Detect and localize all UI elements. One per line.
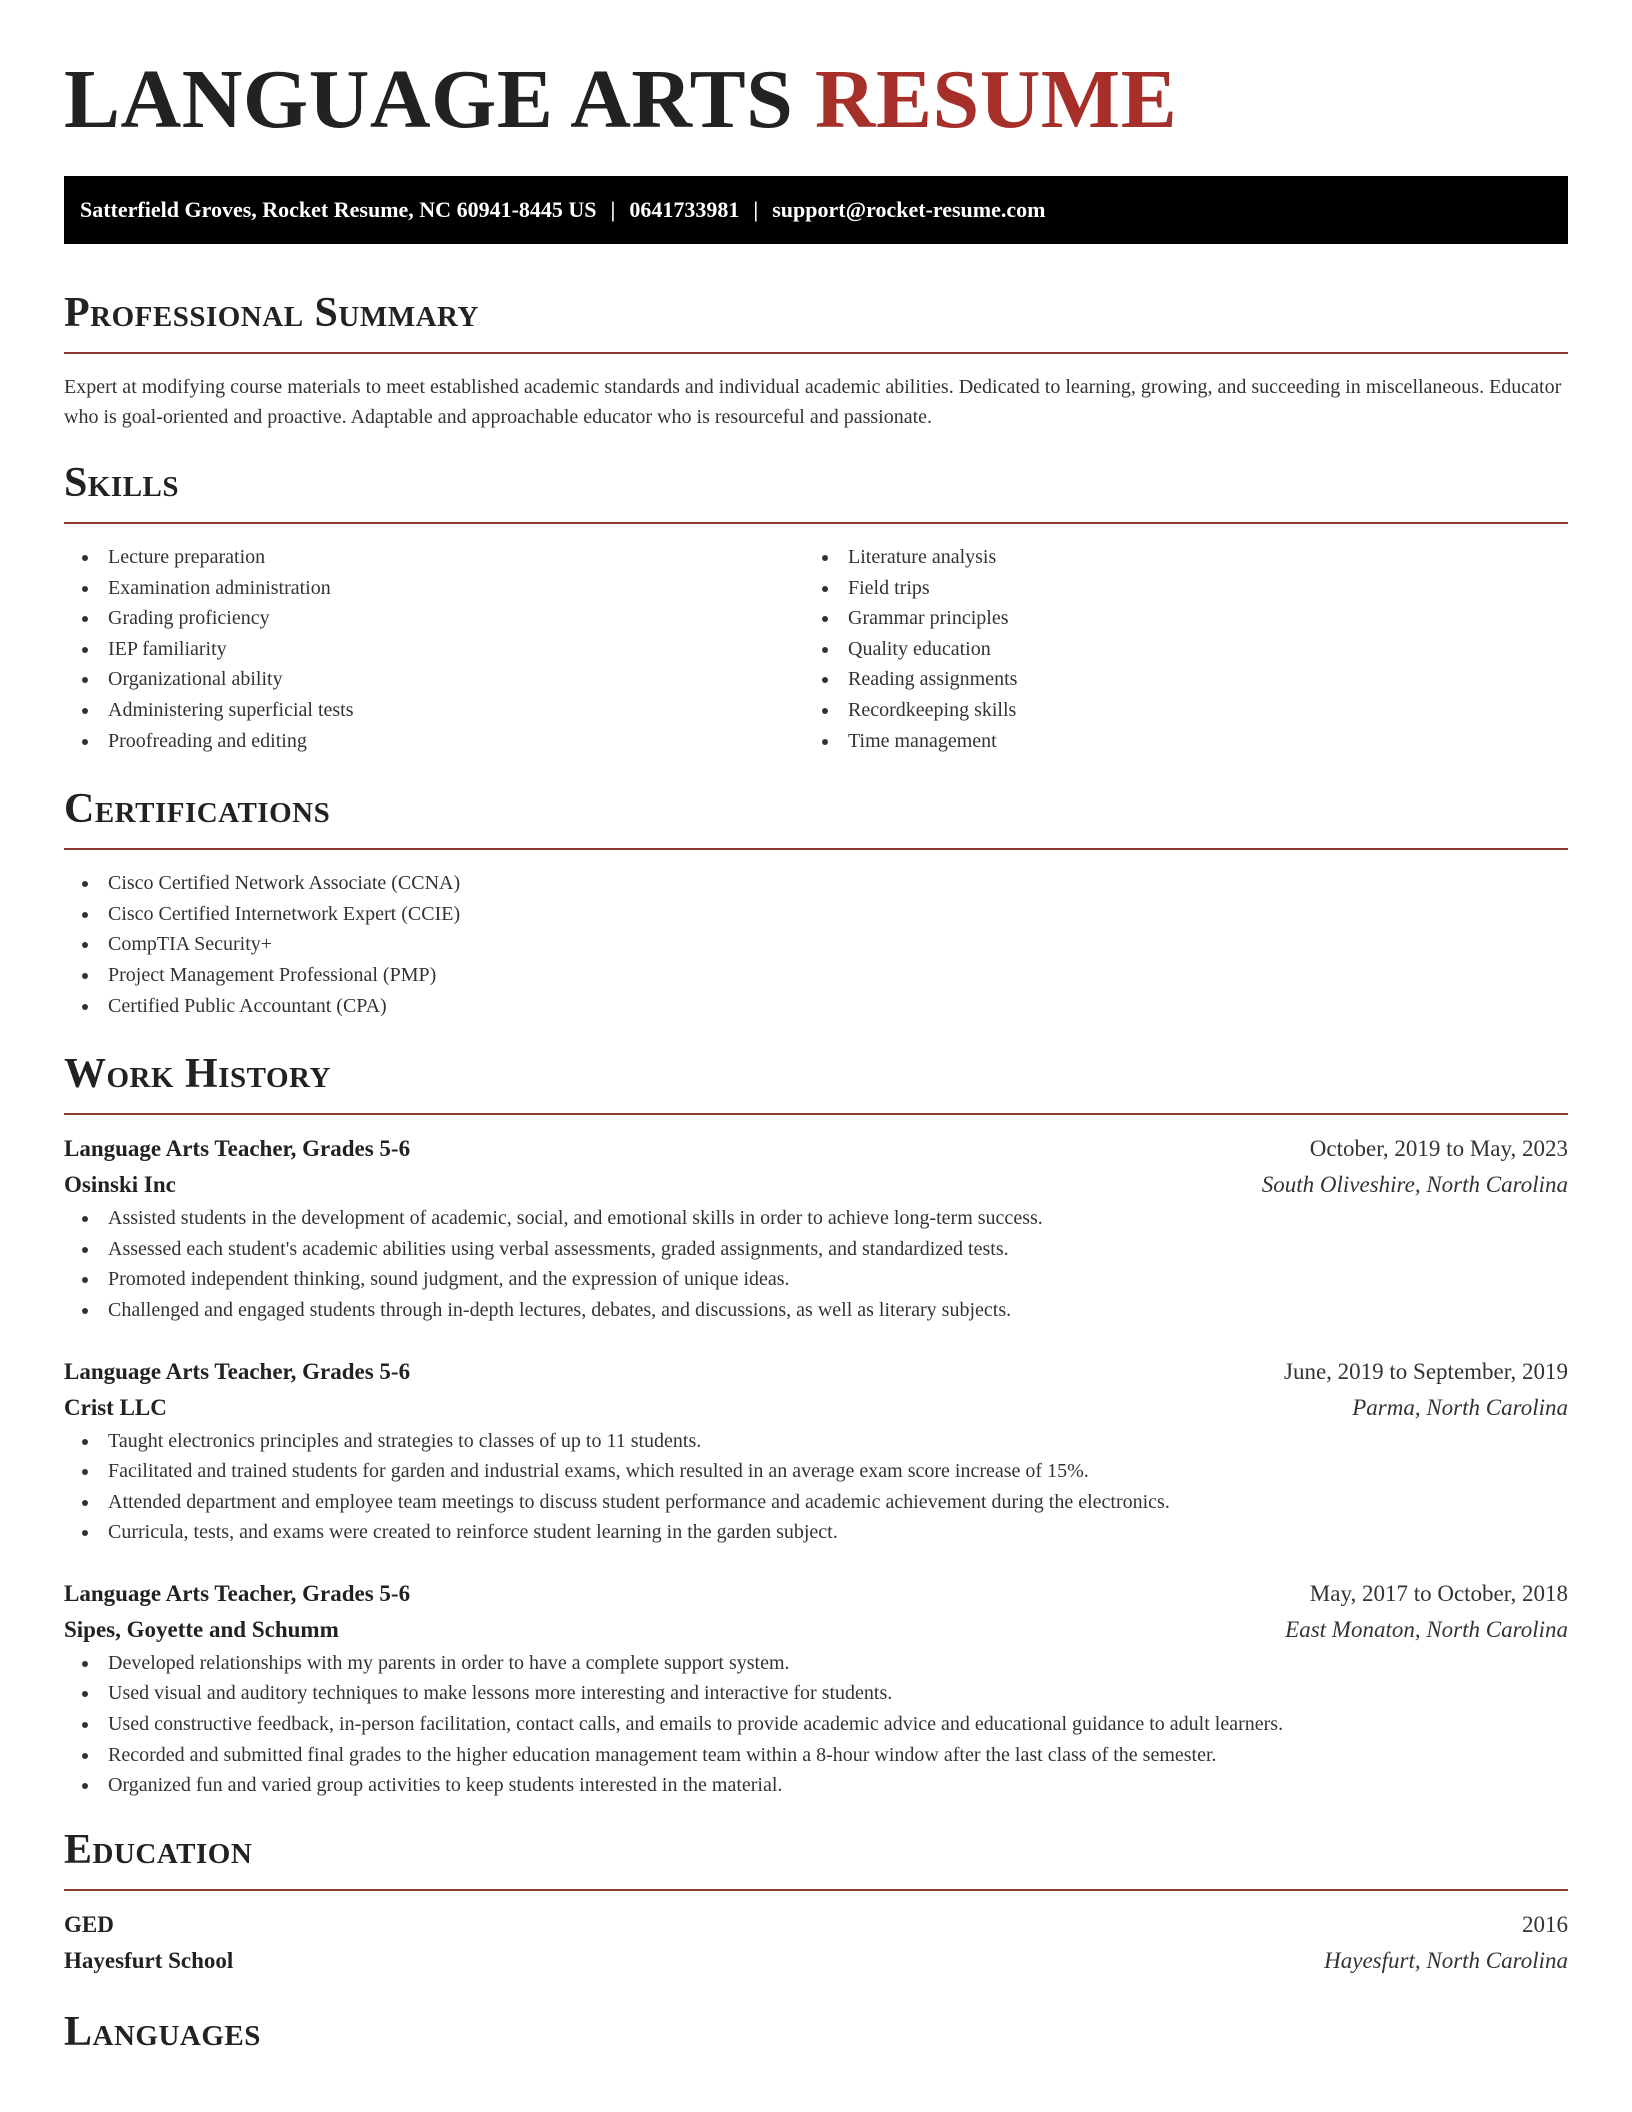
education-school: Hayesfurt School bbox=[64, 1947, 234, 1973]
section-heading-summary: Professional Summary bbox=[64, 290, 479, 336]
title-main: LANGUAGE ARTS bbox=[64, 53, 794, 146]
section-heading-skills: Skills bbox=[64, 460, 180, 506]
job-entry bbox=[64, 1354, 1568, 1548]
skill-item: Proofreading and editing bbox=[64, 726, 804, 757]
job-company: Osinski Inc bbox=[64, 1172, 176, 1198]
job-duty-item: Assessed each student's academic abilities using verbal assessments, graded assignments, and standardized tests. bbox=[64, 1234, 1568, 1265]
title-accent: RESUME bbox=[814, 53, 1178, 146]
job-duty-item: Organized fun and varied group activities to keep students interested in the material. bbox=[64, 1770, 1568, 1801]
education-header bbox=[64, 1907, 1568, 1943]
job-company: Crist LLC bbox=[64, 1394, 167, 1420]
job-duty-item: Assisted students in the development of academic, social, and emotional skills in order to achieve long-term success. bbox=[64, 1203, 1568, 1234]
contact-address: Satterfield Groves, Rocket Resume, NC 60941-8445 US bbox=[80, 197, 597, 222]
job-title: Language Arts Teacher, Grades 5-6 bbox=[64, 1580, 411, 1606]
job-subheader bbox=[64, 1612, 1568, 1648]
job-entry bbox=[64, 1131, 1568, 1325]
skills-list-right bbox=[804, 542, 1544, 756]
section-work-history bbox=[64, 1049, 1568, 1801]
contact-phone: 0641733981 bbox=[629, 197, 740, 222]
job-title: Language Arts Teacher, Grades 5-6 bbox=[64, 1136, 411, 1162]
skills-list-left bbox=[64, 542, 804, 756]
skill-item: Field trips bbox=[804, 573, 1544, 604]
job-duty-item: Taught electronics principles and strategies to classes of up to 11 students. bbox=[64, 1426, 1568, 1457]
job-duty-item: Developed relationships with my parents in order to have a complete support system. bbox=[64, 1648, 1568, 1679]
education-location: Hayesfurt, North Carolina bbox=[1324, 1947, 1568, 1973]
job-company: Sipes, Goyette and Schumm bbox=[64, 1616, 339, 1642]
section-heading-work-history: Work History bbox=[64, 1051, 331, 1098]
contact-email[interactable]: support@rocket-resume.com bbox=[772, 197, 1046, 222]
job-subheader bbox=[64, 1390, 1568, 1426]
job-location: East Monaton, North Carolina bbox=[1285, 1616, 1568, 1642]
certification-item: Cisco Certified Internetwork Expert (CCIE) bbox=[64, 899, 1568, 930]
job-dates: October, 2019 to May, 2023 bbox=[1309, 1136, 1568, 1162]
section-divider bbox=[64, 522, 1568, 524]
job-duty-item: Recorded and submitted final grades to the higher education management team within a 8-hour window after the last class of the semester. bbox=[64, 1740, 1568, 1771]
job-duties-list bbox=[64, 1203, 1568, 1325]
job-subheader bbox=[64, 1167, 1568, 1203]
skill-item: Literature analysis bbox=[804, 542, 1544, 573]
section-summary bbox=[64, 288, 1568, 432]
section-divider bbox=[64, 848, 1568, 850]
education-degree: GED bbox=[64, 1911, 114, 1937]
education-subheader bbox=[64, 1943, 1568, 1979]
certification-item: Certified Public Accountant (CPA) bbox=[64, 991, 1568, 1022]
certification-item: Project Management Professional (PMP) bbox=[64, 960, 1568, 991]
job-duties-list bbox=[64, 1648, 1568, 1801]
certification-item: Cisco Certified Network Associate (CCNA) bbox=[64, 868, 1568, 899]
education-entry bbox=[64, 1907, 1568, 1979]
job-entry bbox=[64, 1576, 1568, 1801]
skill-item: Quality education bbox=[804, 634, 1544, 665]
job-duty-item: Attended department and employee team meetings to discuss student performance and academic achievement during the electronics. bbox=[64, 1487, 1568, 1518]
job-duty-item: Facilitated and trained students for garden and industrial exams, which resulted in an average exam score increase of 15%. bbox=[64, 1456, 1568, 1487]
job-dates: June, 2019 to September, 2019 bbox=[1284, 1358, 1568, 1384]
job-duty-item: Promoted independent thinking, sound judgment, and the expression of unique ideas. bbox=[64, 1264, 1568, 1295]
skill-item: Lecture preparation bbox=[64, 542, 804, 573]
job-dates: May, 2017 to October, 2018 bbox=[1309, 1580, 1568, 1606]
job-title: Language Arts Teacher, Grades 5-6 bbox=[64, 1358, 411, 1384]
section-languages bbox=[64, 2007, 1568, 2057]
section-divider bbox=[64, 1889, 1568, 1891]
skill-item: IEP familiarity bbox=[64, 634, 804, 665]
job-duty-item: Used visual and auditory techniques to make lessons more interesting and interactive for students. bbox=[64, 1678, 1568, 1709]
job-header bbox=[64, 1131, 1568, 1167]
job-location: Parma, North Carolina bbox=[1352, 1394, 1568, 1420]
section-heading-certifications: Certifications bbox=[64, 786, 331, 833]
job-header bbox=[64, 1576, 1568, 1612]
skill-item: Examination administration bbox=[64, 573, 804, 604]
job-header bbox=[64, 1354, 1568, 1390]
section-skills bbox=[64, 458, 1568, 756]
section-heading-languages: Languages bbox=[64, 2008, 261, 2055]
certifications-list bbox=[64, 868, 1568, 1021]
summary-text: Expert at modifying course materials to meet established academic standards and individual academic abilities. Dedicated to learning, growing, and succeeding in miscellaneous. Educator who is goal-oriented and proactive. Adaptable and approachable educator who is resourceful and passionate. bbox=[64, 376, 1562, 428]
job-duties-list bbox=[64, 1426, 1568, 1548]
section-education bbox=[64, 1825, 1568, 1979]
section-divider bbox=[64, 1113, 1568, 1115]
skills-grid bbox=[64, 542, 1568, 756]
job-duty-item: Curricula, tests, and exams were created to reinforce student learning in the garden subject. bbox=[64, 1517, 1568, 1548]
resume-page bbox=[64, 0, 1568, 2057]
job-duty-item: Used constructive feedback, in-person facilitation, contact calls, and emails to provide academic advice and educational guidance to adult learners. bbox=[64, 1709, 1568, 1740]
contact-bar bbox=[64, 176, 1568, 244]
skill-item: Time management bbox=[804, 726, 1544, 757]
certification-item: CompTIA Security+ bbox=[64, 929, 1568, 960]
skill-item: Grading proficiency bbox=[64, 603, 804, 634]
job-duty-item: Challenged and engaged students through in-depth lectures, debates, and discussions, as well as literary subjects. bbox=[64, 1295, 1568, 1326]
skill-item: Administering superficial tests bbox=[64, 695, 804, 726]
section-certifications bbox=[64, 784, 1568, 1021]
section-heading-education: Education bbox=[64, 1826, 253, 1873]
skill-item: Organizational ability bbox=[64, 664, 804, 695]
skill-item: Grammar principles bbox=[804, 603, 1544, 634]
resume-title bbox=[64, 0, 1568, 144]
skill-item: Recordkeeping skills bbox=[804, 695, 1544, 726]
skill-item: Reading assignments bbox=[804, 664, 1544, 695]
job-location: South Oliveshire, North Carolina bbox=[1261, 1172, 1568, 1198]
section-divider bbox=[64, 352, 1568, 354]
contact-separator: | bbox=[753, 197, 759, 222]
education-year: 2016 bbox=[1522, 1911, 1568, 1937]
contact-separator: | bbox=[610, 197, 616, 222]
